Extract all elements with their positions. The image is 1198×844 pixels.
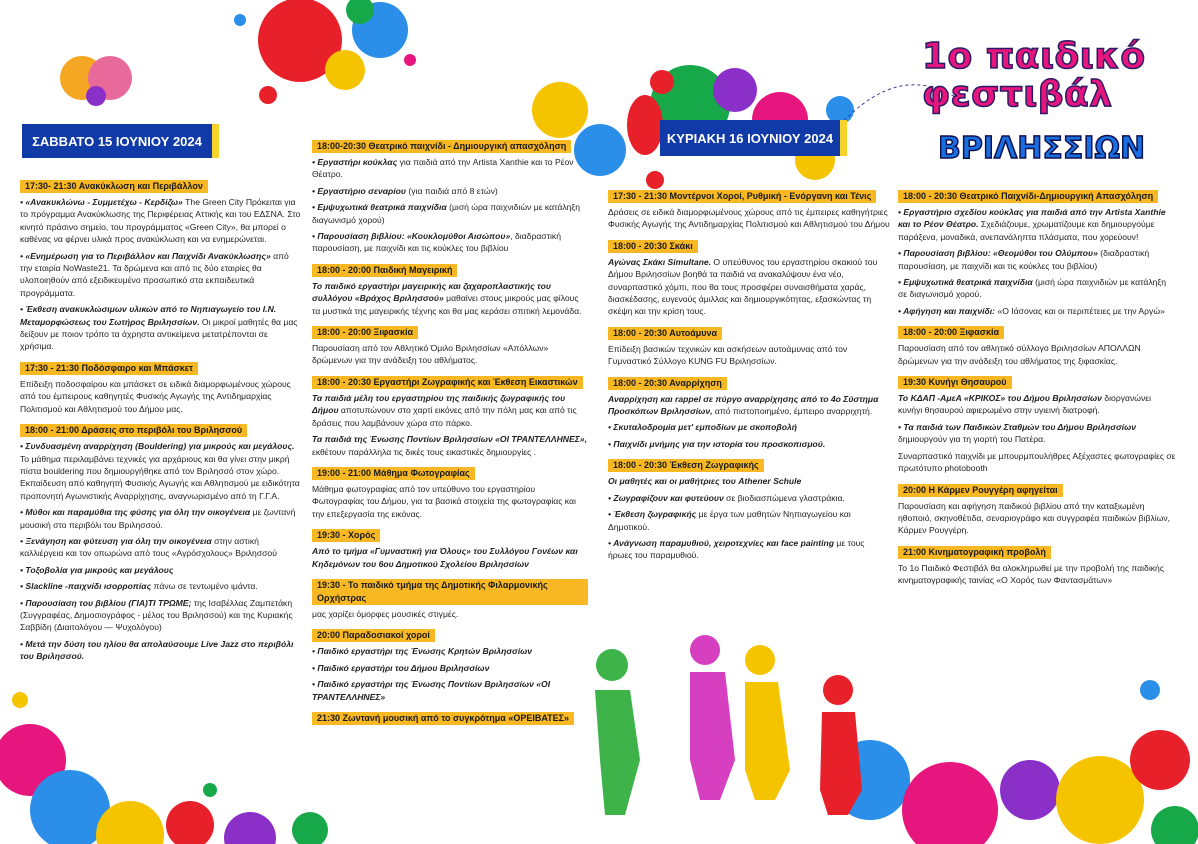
program-item-text: «Ο Ιάσονας και οι περιπέτειες με την Αργώ» [995, 305, 1165, 316]
program-section [20, 180, 302, 353]
program-section [20, 362, 302, 415]
program-item-highlight: • Μετά την δύση του ηλίου θα απολαύσουμε Live Jazz στο περιβόλι του Βριλησσού. [20, 638, 294, 662]
program-item [608, 508, 890, 533]
saturday-column-left [20, 180, 302, 672]
program-item-highlight: • Ανάγνωση παραμυθιού, χειροτεχνίες και face painting [608, 537, 834, 548]
program-item [898, 392, 1176, 417]
program-item [20, 580, 302, 592]
program-item-text: , διαδραστική παρουσίαση, με παιχνίδι και τις κούκλες του βιβλίου [312, 231, 561, 254]
program-item-text: στην αστική καλλιέργεια και τον οπωρώνα από τους «Αγρόσχολους» Βριλησσού [20, 535, 277, 559]
sunday-day-band [660, 120, 847, 156]
program-item [20, 506, 302, 531]
program-item [608, 421, 890, 433]
program-item-text: Το 1ο Παιδικό Φεστιβάλ θα ολοκληρωθεί με την προβολή της παιδικής κινηματογραφικής ταινίας «Ο Χορός των Φαντασμάτων» [898, 562, 1164, 586]
program-section [312, 264, 588, 317]
program-item-highlight: • Αφήγηση και παιχνίδι: [898, 305, 996, 316]
program-item-text: The Green City Πρόκειται για το πρόγραμμα Ανακύκλωσης της Περιφέρειας Αττικής και του ΕΔΣΝΑ. Στο κινητό πράσινο σημείο, του προγράμματος «Green City», θα μπορεί ο καθένας να φέρνει υλικά προς ανακύκλωση και να ενημερώνεται. [20, 197, 301, 245]
program-item-text: Επίδειξη ποδοσφαίρου και μπάσκετ σε ειδικά διαμορφωμένους χώρους από του έμπειρους καθηγητές Φυσικής Αγωγής της Αντιδημαρχίας Πολιτισμού και Αθλητισμού του Δήμου μας. [20, 378, 291, 414]
program-item [312, 201, 588, 226]
program-section [312, 467, 588, 520]
program-item [20, 564, 302, 576]
program-item-highlight: • Έκθεση ζωγραφικής [608, 509, 697, 520]
program-section [608, 459, 890, 561]
program-item-text: Συναρπαστικό παιχνίδι με μπουρμπουλήθρες Αξέχαστες φωτογραφίες σε πρωτότυπο photobooth [898, 450, 1176, 474]
program-item-text: Επίδειξη βασικών τεχνικών και ασκήσεων αυτοάμυνας από τον Γυμναστικό Σύλλογο KUNG FU Βριλησσίων. [608, 343, 848, 367]
program-item [898, 421, 1176, 446]
section-time-header: 18:00 - 21:00 Δράσεις στο περιβόλι του Βριλησσού [20, 424, 247, 437]
section-time-header: 17:30 - 21:30 Ποδόσφαιρο και Μπάσκετ [20, 362, 198, 375]
program-item-text: με τους ήρωες του παραμυθιού. [608, 537, 865, 561]
program-item-text: Οι μικροί μαθητές θα μας δείξουν με ποιον τρόπο τα άχρηστα αντικείμενα μετατρέπονται σε χρήσιμα. [20, 316, 298, 352]
program-item [20, 196, 302, 246]
program-item-highlight: Οι μαθητές και οι μαθήτριες του Athener Schule [608, 476, 802, 487]
program-section [312, 326, 588, 367]
saturday-column-right [312, 140, 588, 737]
program-item [312, 545, 588, 570]
program-item [20, 638, 302, 663]
sunday-column-right [898, 190, 1176, 596]
section-time-header: 18:00 - 20:30 Αναρρίχηση [608, 377, 727, 390]
program-item-highlight: • Παρουσίαση βιβλίου: «Κουκλομύθοι Αισώπου» [312, 231, 511, 242]
program-item [20, 250, 302, 300]
saturday-day-band [22, 124, 219, 158]
program-item-highlight: • Εργαστήρι κούκλας [312, 157, 398, 167]
program-section [898, 190, 1176, 317]
program-item-text: (μισή ώρα παιχνιδιών με κατάληξη διαγωνισμό χορού) [312, 202, 581, 225]
program-item-text: Ο υπεύθυνος του εργαστηρίου σκακιού του Δήμου Βριλησσίων βοηθά τα παιδιά να ανακαλύψουν ένα νέο, συναρπαστικό χόμπι, που θα τους προσφέρει συναισθήματα χαράς, διασκέδασης, ευγενούς άμιλλας και δημιουργικότητας, εξασκώντας τη σκέψη και την κρίση τους. [608, 256, 878, 317]
program-item-highlight: Τα παιδιά μέλη του εργαστηρίου της παιδικής ζωγραφικής του Δήμου [312, 392, 566, 416]
program-item-text: από πιστοποιημένο, έμπειρο αναρριχητή. [712, 406, 873, 417]
program-item-highlight: Το παιδικό εργαστήρι μαγειρικής και ζαχαροπλαστικής του συλλόγου «Βράχος Βριλησσού» [312, 280, 551, 304]
program-section [608, 190, 890, 231]
program-item-text: σε βιοδιασπώμενα γλαστράκια. [723, 492, 845, 503]
program-item-text: Σχεδιάζουμε, χρωματίζουμε και δημιουργούμε παράξενα, μοναδικά, ανεπανάληπτα πλάσματα, που χορεύουν! [898, 219, 1155, 242]
program-item-highlight: • Παιδικό εργαστήρι της Ένωσης Ποντίων Βριλησσίων «ΟΙ ΤΡΑΝΤΕΛΛΗΝΕΣ» [312, 679, 551, 702]
program-item-highlight: Αγώνας Σκάκι Simultane. [608, 256, 712, 267]
program-item [20, 303, 302, 353]
program-item [312, 342, 588, 367]
section-time-header: 21:00 Κινηματογραφική προβολή [898, 546, 1051, 559]
program-item-highlight: • Έκθεση ανακυκλώσιμων υλικών από το Νηπιαγωγείο του Ι.Ν. Μεταμορφώσεως του Σωτήρος Βριλησσίων. [20, 304, 277, 327]
section-time-header: 18:00 - 20:30 Έκθεση Ζωγραφικής [608, 459, 764, 472]
program-item-highlight: • Συνδυασμένη αναρρίχηση (Bouldering) για μικρούς και μεγάλους. [20, 441, 295, 452]
section-time-header: 19:30 - Χορός [312, 529, 380, 542]
program-item-text: Το μάθημα περιλαμβάνει τεχνικές για αρχάριους και θα γίνει στην μικρή πίστα bouldering που δημιουργήθηκε από τον Βριλησσό στον χώρο. Εκπαίδευση από καθηγητή Φυσικής Αγωγής και Αθλητισμού με ειδικότητα προπονητή Αγωνιστικής Αναρρίχησης, αναγνωρισμένο από τη Γ.Γ.Α. [20, 453, 300, 501]
program-item-text: με έργα των μαθητών Νηπιαγωγείου και Δημοτικού. [608, 509, 851, 532]
sunday-label: ΚΥΡΙΑΚΗ 16 ΙΟΥΝΙΟΥ 2024 [666, 130, 834, 146]
program-section [898, 484, 1176, 537]
program-item-text: Μάθημα φωτογραφίας από τον υπεύθυνο του εργαστηρίου Φωτογραφίας του Δήμου, για τα βασικά στοιχεία της φωτογραφίας και την επεξεργασία της εικόνας. [312, 483, 576, 519]
program-item-highlight: Το ΚΔΑΠ -ΑμεΑ «ΚΡΙΚΟΣ» του Δήμου Βριλησσίων [898, 393, 1102, 404]
section-time-header: 17:30 - 21:30 Μοντέρνοι Χοροί, Ρυθμική - Ενόργανη και Τένις [608, 190, 876, 203]
program-item-highlight: Από το τμήμα «Γυμναστική για Όλους» του Συλλόγου Γονέων και Κηδεμόνων του 6ου Δημοτικού Σχολείου Βριλησσίων [312, 546, 578, 569]
program-section [312, 529, 588, 570]
program-section [312, 140, 588, 255]
program-item-highlight: • Ζωγραφίζουν και φυτεύουν [608, 492, 724, 503]
program-item-highlight: • Παρουσίαση του βιβλίου (ΓΙΑ)ΤΙ ΤΡΩΜΕ; [20, 597, 192, 608]
program-item-highlight: Αναρρίχηση και rappel σε πύργο αναρρίχησης από το 4ο Σύστημα Προσκόπων Βριλησσίων, [608, 393, 879, 417]
program-item-highlight: • Slackline -παιχνίδι ισορροπίας [20, 581, 152, 592]
section-time-header: 18:00 - 20:30 Σκάκι [608, 240, 698, 253]
program-section [608, 377, 890, 451]
festival-title [922, 38, 1172, 168]
program-item-highlight: • Τα παιδιά των Παιδικών Σταθμών του Δήμου Βριλησσίων [898, 421, 1137, 432]
program-section [312, 629, 588, 703]
section-time-header: 19:00 - 21:00 Μάθημα Φωτογραφίας [312, 467, 475, 480]
section-time-header: 18:00 - 20:00 Ξιφασκία [312, 326, 418, 339]
program-item [312, 280, 588, 317]
program-item-highlight: • Εμψυχωτικά θεατρικά παιχνίδια [898, 277, 1033, 288]
program-item [608, 343, 890, 368]
program-item-highlight: • Εμψυχωτικά θεατρικά παιχνίδια [312, 202, 447, 213]
program-item-highlight: • Τοξοβολία για μικρούς και μεγάλους [20, 564, 174, 575]
program-item [608, 537, 890, 562]
program-item [312, 230, 588, 255]
program-item [20, 535, 302, 560]
program-item-text: διοργανώνει κυνήγι θησαυρού αφιερωμένο στην υγιεινή διατροφή. [898, 393, 1152, 416]
program-item [898, 342, 1176, 367]
festival-title-line1: 1ο παιδικό φεστιβάλ [922, 36, 1146, 115]
program-item-text: της Ισαβέλλας Ζαμπετάκη (Συγγραφέας, Δημοσιογράφος - μέλος του Βριλησσού) και της Κυριακής Σαββίδη (Διαιτολόγου — Ψυχολόγου) [20, 597, 293, 633]
program-section [20, 424, 302, 663]
program-item-text: (διαδραστική παρουσίαση, με παιχνίδι και τις κούκλες του βιβλίου) [898, 248, 1150, 271]
program-item-text: μας χαρίζει όμορφες μουσικές στιγμές. [312, 608, 459, 619]
program-section [312, 579, 588, 620]
program-item [312, 662, 588, 674]
program-section [312, 712, 588, 728]
saturday-label: ΣΑΒΒΑΤΟ 15 ΙΟΥΝΙΟΥ 2024 [32, 133, 202, 149]
program-item [608, 438, 890, 450]
program-item-text: (για παιδιά από 8 ετών) [405, 185, 498, 196]
program-item-text: Δράσεις σε ειδικά διαμορφωμένους χώρους από τις έμπειρες καθηγήτριες Φυσικής Αγωγής της Αντιδημαρχίας Πολιτισμού και Αθλητισμού του Δήμου [608, 207, 890, 230]
program-item [312, 185, 588, 197]
program-item-highlight: • «Ανακυκλώνω - Συμμετέχω - Κερδίζω» [20, 197, 183, 207]
program-section [898, 326, 1176, 367]
program-item [20, 440, 302, 502]
program-item [312, 156, 588, 181]
program-item-text: για παιδιά από την Artista Xanthie και το Ρέον Θέατρο. [312, 157, 574, 180]
section-time-header: 19:30 Κυνήγι Θησαυρού [898, 376, 1012, 389]
program-section [898, 546, 1176, 587]
program-section [608, 327, 890, 368]
program-item-text: εκθέτουν παράλληλα τις δικές τους εικαστικές δημιουργίες . [312, 446, 536, 457]
program-item-text: αποτυπώνουν στο χαρτί εικόνες από την πόλη μας και από τις δράσεις που λαμβάνουν χώρα στο πάρκο. [312, 405, 577, 428]
program-item-highlight: • Παρουσίαση βιβλίου: «Θεομύθοι του Ολύμπου» [898, 248, 1098, 259]
program-item-text: από την εταιρία NoWaste21. Τα δρώμενα και από τις δύο εταιρίες θα υλοποιηθούν από εξειδικευμένο προσωπικό στα εκπαιδευτικά προγράμματα. [20, 250, 289, 298]
section-time-header: 18:00 - 20:00 Ξιφασκία [898, 326, 1004, 339]
program-item-highlight: • Σκυταλοδρομία μετ' εμποδίων με σκοποβολή [608, 422, 798, 433]
section-time-header: 17:30- 21:30 Ανακύκλωση και Περιβάλλον [20, 180, 208, 193]
program-item-highlight: • Ξενάγηση και φύτευση για όλη την οικογένεια [20, 535, 212, 546]
program-item-text: πάνω σε τεντωμένο ιμάντα. [151, 581, 258, 592]
program-item [898, 206, 1176, 243]
program-item [312, 678, 588, 703]
festival-title-line2: ΒΡΙΛΗΣΣΙΩΝ [938, 131, 1146, 166]
program-item [898, 247, 1176, 272]
section-time-header: 18:00 - 20:30 Εργαστήρι Ζωγραφικής και Έκθεση Εικαστικών [312, 376, 583, 389]
program-item [898, 562, 1176, 587]
section-time-header: 20:00 Παραδοσιακοί χοροί [312, 629, 435, 642]
section-time-header: 18:00 - 20:00 Παιδική Μαγειρική [312, 264, 457, 277]
program-item [20, 378, 302, 415]
program-item-text: με ζωντανή μουσική στο περιβόλι του Βριλησσού. [20, 507, 296, 530]
program-item-highlight: • Εργαστήριο σεναρίου [312, 185, 406, 196]
program-item-highlight: Τα παιδιά της Ένωσης Ποντίων Βριλησσίων «ΟΙ ΤΡΑΝΤΕΛΛΗΝΕΣ», [312, 434, 587, 445]
sunday-column-left [608, 190, 890, 571]
program-item-text: Παρουσίαση από τον Αθλητικό Όμιλο Βριλησσίων «Απόλλων» δρώμενων για την ανάδειξη του αθλήματος. [312, 343, 549, 366]
program-item-text: μαθαίνει στους μικρούς μας φίλους τα μυστικά της μαγειρικής τέχνης και θα μας κεράσει σπιτική λεμονάδα. [312, 293, 582, 316]
program-section [898, 376, 1176, 474]
section-time-header: 21:30 Ζωντανή μουσική από το συγκρότημα «ΟΡΕΙΒΑΤΕΣ» [312, 712, 574, 725]
program-item [608, 492, 890, 504]
program-section [312, 376, 588, 458]
program-item [608, 206, 890, 231]
section-time-header: 20:00 Η Κάρμεν Ρουγγέρη αφηγείται [898, 484, 1063, 497]
program-item-highlight: • Παιδικό εργαστήρι της Ένωσης Κρητών Βριλησσίων [312, 646, 533, 657]
program-item-text: Παρουσίαση και αφήγηση παιδικού βιβλίου από την καταξιωμένη ηθοποιό, σκηνοθέτιδα, σεναριογράφο και συγγραφέα παιδικών βιβλίων, Κάρμεν Ρουγγέρη. [898, 500, 1171, 536]
program-item [898, 305, 1176, 317]
program-item-highlight: • Παιδικό εργαστήρι του Δήμου Βριλησσίων [312, 662, 490, 673]
program-item [608, 393, 890, 418]
program-item-text: δημιουργούν για τη γιορτή του Πατέρα. [898, 434, 1046, 445]
program-item [312, 433, 588, 458]
section-time-header: 19:30 - Το παιδικό τμήμα της Δημοτικής Φιλαρμονικής Ορχήστρας [312, 579, 588, 605]
section-time-header: 18:00-20:30 Θεατρικό παιχνίδι - Δημιουργική απασχόληση [312, 140, 571, 153]
program-item-text: (μισή ώρα παιχνιδιών με κατάληξη σε διαγωνισμό χορού. [898, 277, 1167, 300]
program-item-highlight: • Μύθοι και παραμύθια της φύσης για όλη την οικογένεια [20, 507, 251, 518]
program-item-highlight: • Παιχνίδι μνήμης για την ιστορία του προσκοπισμού. [608, 438, 826, 449]
program-item [898, 276, 1176, 301]
section-time-header: 18:00 - 20:30 Θεατρικό Παιχνίδι-Δημιουργική Απασχόληση [898, 190, 1158, 203]
program-item [312, 645, 588, 657]
program-item [312, 483, 588, 520]
section-time-header: 18:00 - 20:30 Αυτοάμυνα [608, 327, 722, 340]
program-item [608, 256, 890, 318]
program-item-highlight: • Εργαστήριο σχεδίου κούκλας για παιδιά από την Artista Xanthie και το Ρέον Θέατρο. [898, 207, 1166, 230]
program-item [608, 475, 890, 487]
program-item-text: Παρουσίαση από τον αθλητικό σύλλογο Βριλησσίων ΑΠΟΛΛΩΝ δρώμενων για την ανάδειξη του αθλήματος της ξιφασκίας. [898, 343, 1141, 366]
program-item [20, 597, 302, 634]
program-item [898, 500, 1176, 537]
program-item [312, 608, 588, 620]
program-item-highlight: • «Ενημέρωση για το Περιβάλλον και Παιχνίδι Ανακύκλωσης» [20, 250, 271, 261]
program-section [608, 240, 890, 318]
program-item [898, 450, 1176, 475]
program-item [312, 392, 588, 429]
